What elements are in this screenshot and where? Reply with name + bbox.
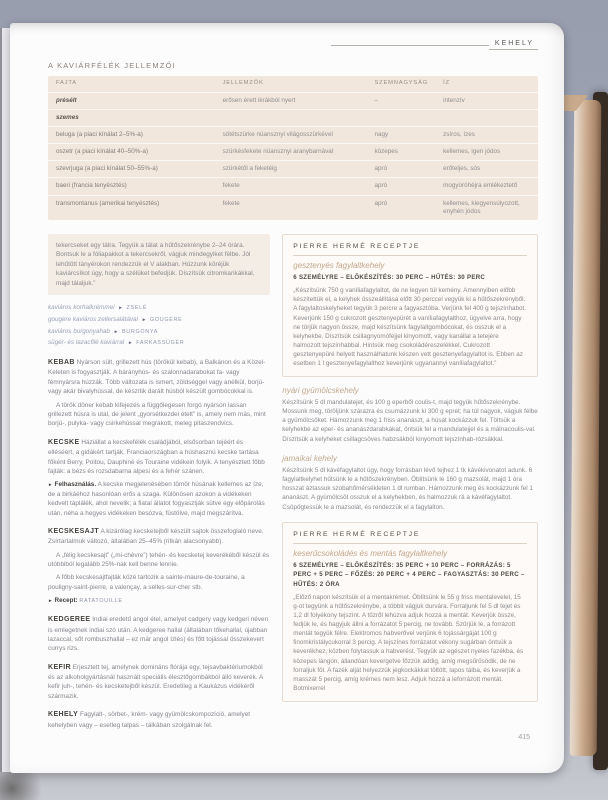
crossref-arrow-icon: ►: [113, 328, 119, 334]
cell-fajta: baeri (francia tenyésztés): [56, 182, 127, 190]
crossref-line: [48, 314, 270, 326]
two-column-layout: [48, 234, 538, 734]
crossref-line: [48, 302, 270, 314]
header-keyword: KEHELY: [489, 40, 538, 50]
crossref-arrow-icon: ►: [127, 340, 133, 346]
table-row: [48, 178, 538, 195]
right-column: [282, 234, 538, 734]
kehely-variant: [282, 454, 538, 512]
crossref-target: BURGONYA: [122, 328, 159, 335]
recipe-meta: 6 SZEMÉLYRE – ELŐKÉSZÍTÉS: 35 PERC + 10 PERC – FORRÁZÁS: 5 PERC + 5 PERC – FŐZÉS: 20 PERC + 4 PERC – FAGYASZTÁS: 30 PERC – HŰTÉS: 2 ÓRA: [293, 561, 525, 588]
col-header-fajta: FAJTA: [56, 80, 77, 86]
cell-iz: [435, 110, 538, 126]
left-column: [48, 234, 270, 734]
cell-fajta: présélt: [56, 96, 77, 104]
usage-label: Felhasználás.: [54, 481, 97, 489]
cell-jellemzok: fekete: [222, 182, 240, 190]
table-header-row: [48, 76, 538, 93]
variant-body: Készítsünk 5 dl mandulatejet, és 100 g eperből coulis-t, majd tegyük hűtőszekrénybe. Mossunk meg, töröljünk szárazra és csumázzunk ki 300 g epret; ha túl nagyok, vágjuk félbe a gyümölcsöket. Hámozzunk meg 1 friss ananászt, a húsát kockázzuk fel. Töltsük a kelyhekbe az eper- és ananászdarabkákat, öntsük fel a mandulatejjel és a málnacoulis-val. Díszítsük a kelyheket csillagcsöves habzsákból kinyomott tejszínhab-rózsákkal.: [282, 398, 538, 443]
page-content: [10, 23, 564, 773]
cell-jellemzok: fekete: [222, 199, 240, 207]
cell-szemnagysag: apró: [374, 182, 388, 190]
crossref-arrow-icon: ►: [141, 316, 147, 322]
cell-szemnagysag: –: [374, 96, 378, 104]
crossref-label: gougère kaviáros zellersalátával: [48, 315, 138, 323]
entry-text: A „félig kecskesajt” („mi-chèvre”) tehén- és kecsketej keverékéből készül és utóbbiból legalább 25%-nak kell benne lennie.: [48, 551, 270, 569]
recipe-body: „Előző napon készítsük el a mentakrémet. Öblítsünk le 55 g friss mentalevelet, 15 g-ot tegyünk a hűtőszekrénybe, a többit vágjuk durvára. Forraljunk fel 5 dl tejet és 1,2 dl folyékony tejszínt. A tűzről lehúzva adjuk hozzá a mentát. Keverjük össze, fedjük le, és hagyjuk állni a forrázatot 5 percig, ne tovább. Szűrjük le, a forrázott mentát tegyük félre. Elektromos habverővel verjünk 6 tojássárgáját 100 g finomkristálycukorral 3 percig. A tejszínes forrázatot vékony sugárban öntsük a keverékhez, közben folytassuk a habverést. Tegyük az egészet nyeles fazékba, és közepes lángon, állandóan kevergetve főzzük addig, amíg megsűrűsödik, de ne forraljuk föl. A fazék alját helyezzük jégkockákkal töltött, lapos tálba, és keverjük a masszát 5 percig, amíg krémes nem lesz. Adjuk hozzá a leforrázott mentát. Botmixerrel: [293, 594, 524, 692]
crossref-arrow-icon: ►: [118, 305, 123, 311]
cell-fajta: szemes: [56, 113, 79, 121]
variant-title: jamaikai kehely: [282, 453, 337, 463]
entry-text: Erjesztett tej, amelynek domináns flórája egy, tejsavbaktériumokból és az alkoholgyártásnál használt speciális élesztőgombákból álló keverék. A kefir juh-, tehén- és kecsketejből készül. Eredetileg a Kaukázus vidékéről származik.: [48, 663, 263, 700]
variant-title: nyári gyümölcskehely: [282, 385, 359, 395]
entry-kefir: [48, 663, 270, 702]
book-page: [10, 23, 564, 773]
recipe-body: „Készítsünk 750 g vaníliafagylaltot, de ne legyen túl kemény. Amennyiben előbb készítettük el, a kelyhek összeállítása előtt 30 perccel vegyük ki a hűtőszekrényből. A fagylaltoskelyheket tegyük 3 percre a fagyasztóba. Verjünk fel 400 g tejszínhabot. Keverjünk 150 g cukrozott gesztenyepürét a vaníliafagylalthoz, ügyelve arra, hogy ne törjük nagyon össze, majd készítsünk fagylaltgombócokat, és osszuk el a kelyhekbe. Díszítsük csillagnyomófejjel kinyomott, vagy kanállal a tetejére halmozott tejszínhabbal. Hintsük meg csokoládéreszelékkel. Cukrozott gesztenyepüré helyett használhatunk készen vett gesztenyefagylaltot is. Ebben az esetben 1 l gesztenyefagylalthoz keverjünk ugyanannyi vaníliafagylaltot.”: [293, 287, 527, 367]
page-number: 415: [518, 734, 530, 741]
entry-term: KECSKE: [48, 438, 80, 446]
cell-iz: erőteljes, sós: [443, 165, 481, 173]
recipe-box-rule: [293, 255, 527, 256]
entry-text: A főbb kecskesajtfajták közé tartozik a sainte-maure-de-touraine, a pouligny-saint-pierre, a valençay, a selles-sur-cher stb.: [48, 574, 245, 591]
crossref-line: [48, 326, 270, 338]
recipe-title: gesztenyés fagylaltkehely: [293, 260, 385, 270]
cell-fajta: transmontanus (amerikai tenyésztés): [56, 199, 160, 207]
cell-szemnagysag: apró: [374, 199, 388, 207]
cell-jellemzok: szürkésfekete nüansznyi aranybarnával: [222, 148, 334, 156]
cell-iz: kellemes, kiegyensúlyozott, enyhén jódos: [443, 199, 520, 215]
crossref-label: kaviáros burgonyahab: [48, 327, 110, 335]
crossref-label: sügér- és lazacfilé kaviárral: [48, 339, 125, 347]
cell-szemnagysag: apró: [374, 165, 388, 173]
recipe-target: RATATOUILLE: [79, 598, 123, 605]
caviar-table: [48, 76, 538, 220]
entry-term: KEHELY: [48, 711, 79, 719]
table-row: [48, 93, 538, 110]
recipe-box-label: PIERRE HERMÉ RECEPTJE: [293, 530, 421, 538]
pierre-herme-recipe-box-1: [282, 234, 538, 377]
entry-text: A török döner kebab kifejezés a függőlegesen forgó nyárson lassan grillezett húsra is utal, de jelent „gyorsétkezdei ételt” is, amely nem más, mint borjú-, pulyka- vagy csirkehússal megrakott, meleg pitaszendvics.: [48, 401, 266, 428]
cell-iz: mogyoróhéjra emlékeztető: [443, 182, 518, 190]
variant-body: Készítsünk 5 dl kávéfagylaltot úgy, hogy forrásban lévő tejhez 1 tk kávékivonatot adunk. 6 fagylaltkelyhet hűtsünk le a hűtőszekrényben. Öblítsünk le 160 g mazsolát, majd 1 óra hosszat áztassuk szobahőmérsékleten 1 dl rumban. Hámozzunk meg és kockázzunk fel 1 ananászt. A gyümölcsöt osszuk el a kelyhekben, és halmozzuk rá a kávéfagylaltot. Csöpögtessük le a mazsolát, és rendezzük el a fagylalton.: [282, 466, 533, 511]
entry-term: KEDGEREE: [48, 616, 91, 624]
crossref-label: kaviáros korhalkrémmel: [48, 304, 115, 312]
cell-fajta: beluga (a piaci kínálat 2–5%-a): [56, 130, 143, 138]
table-row: [48, 161, 538, 178]
crossref-line: [48, 337, 270, 349]
header-rule: [331, 45, 489, 46]
col-header-iz: ÍZ: [443, 80, 450, 86]
recipe-title: keserűcsokoládés és mentás fagylaltkehely: [293, 548, 448, 558]
recipe-continuation-box: tekercseket egy tálra. Tegyük a tálat a hűtőszekrénybe 2–24 órára. Bontsuk le a fóliapakkot a tekercsekről, vágjuk mindegyiket félbe. Jól lehűtött tányérokon rendezzük el V alakban. Húzzunk köréjük kaviárcsíkot úgy, hogy a szélüket befedjük. Díszítsük citromkarikákkal, majd tálaljuk.”: [48, 234, 270, 295]
recipe-box-label: PIERRE HERMÉ RECEPTJE: [293, 242, 421, 250]
cell-iz: kellemes, igen jódos: [443, 148, 501, 156]
table-title: A KAVIÁRFÉLÉK JELLEMZŐI: [48, 61, 176, 70]
entry-text: A kecske megjelenésében tömör húsának kellemes az íze, de a birkáéhoz hasonlóan erős a szaga. Különösen azokon a vidékeken kedvelt táplálék, ahol nevelik; a fiatal állatot fogyasztják sütve egy előpárolás után, néha a hegyes vidékeken besózva, füstölve, majd megszárítva.: [48, 481, 265, 517]
cell-jellemzok: erősen érett ikrákból nyert: [222, 96, 296, 104]
recipe-meta: 6 SZEMÉLYRE – ELŐKÉSZÍTÉS: 30 PERC – HŰTÉS: 30 PERC: [293, 273, 486, 281]
pierre-herme-recipe-box-2: [282, 522, 538, 702]
cell-iz: intenzív: [443, 96, 465, 104]
col-header-jellemzok: JELLEMZŐK: [222, 80, 264, 86]
entry-text: Háziállat a kecskefélék családjából, elsősorban tejéért és elléséért, a gidákért tartják. Franciaországban a húshasznú kecske tartása főként Berry, Poitou, Dauphiné és Touraine vidékein folyik. A tenyésztett főbb fajták: a bézs és rozsdabarna alpesi és a fehér szánen.: [48, 438, 265, 475]
cell-jellemzok: [215, 110, 367, 126]
cell-jellemzok: sötétszürke nüansznyi világosszürkével: [222, 130, 333, 138]
cell-szemnagysag: nagy: [374, 130, 389, 138]
cell-szemnagysag: [366, 110, 435, 126]
page-block-edges: [570, 100, 602, 756]
kehely-variant: [282, 386, 538, 444]
recipe-crossref: [48, 596, 270, 606]
cell-fajta: oszetr (a piaci kínálat 40–50%-a): [56, 148, 149, 156]
entry-term: KECSKESAJT: [48, 527, 100, 535]
entry-term: KEBAB: [48, 359, 75, 367]
crossref-target: ZSELÉ: [126, 305, 148, 312]
cell-jellemzok: szürkétől a feketéig: [222, 165, 277, 173]
entry-text: Fagylalt-, sörbet-, krém- vagy gyümölcskompozíció, amelyet kehelyben vagy – esetleg talpas – tálkában szolgálnak fel.: [48, 711, 251, 729]
entry-text: Indiai eredetű angol étel, amelyet cadgery vagy kedgeri néven is emlegetnek indiai szó után. A kedgeree hallal (általában tőkehallal, újabban lazaccal, sőt rombuszhallal – ez már angol ízlés) és főtt tojással összekevert currys rizs.: [48, 616, 269, 653]
entry-term: KEFIR: [48, 663, 71, 671]
entry-kehely: [48, 710, 270, 730]
table-row: [48, 196, 538, 220]
entry-text: A kizárólag kecsketejből készült sajtok összefoglaló neve. Zsírtartalmuk változó, általában 25–45% (ritkán alacsonyabb).: [48, 527, 264, 546]
crossref-target: FARKASSÜGÉR: [136, 340, 185, 347]
entry-kebab: [48, 358, 270, 429]
recipe-arrow-icon: ►: [48, 598, 53, 604]
usage-arrow-icon: ►: [48, 482, 53, 488]
entry-kecske: [48, 438, 270, 518]
crossref-target: GOUGÈRE: [150, 316, 183, 323]
cell-szemnagysag: közepes: [374, 148, 398, 156]
col-header-szemnagysag: SZEMNAGYSÁG: [374, 80, 429, 86]
recipe-box-rule: [293, 543, 527, 544]
cell-fajta: szevrjuga (a piaci kínálat 50–55%-a): [56, 165, 158, 173]
recipe-label: Recept:: [54, 597, 78, 605]
running-header: [48, 37, 538, 53]
entry-kecskesajt: [48, 527, 270, 606]
table-row: [48, 144, 538, 161]
cell-iz: zsíros, ízes: [443, 130, 475, 138]
table-row: [48, 127, 538, 144]
entry-kedgeree: [48, 615, 270, 654]
table-row: [48, 110, 538, 127]
entry-text: Nyárson sült, grillezett hús (törökül kebab), a Balkánon és a Közel-Keleten is fogyasztják. A bárányhús- és szalonnadarabokat fa- vagy fémnyársra húzzák. Több változata is ismert, zöldséggel vagy anélkül, borjú- vagy akár bivalyhússal, de készítik darált húsból készült gombócokkal is.: [48, 359, 266, 396]
